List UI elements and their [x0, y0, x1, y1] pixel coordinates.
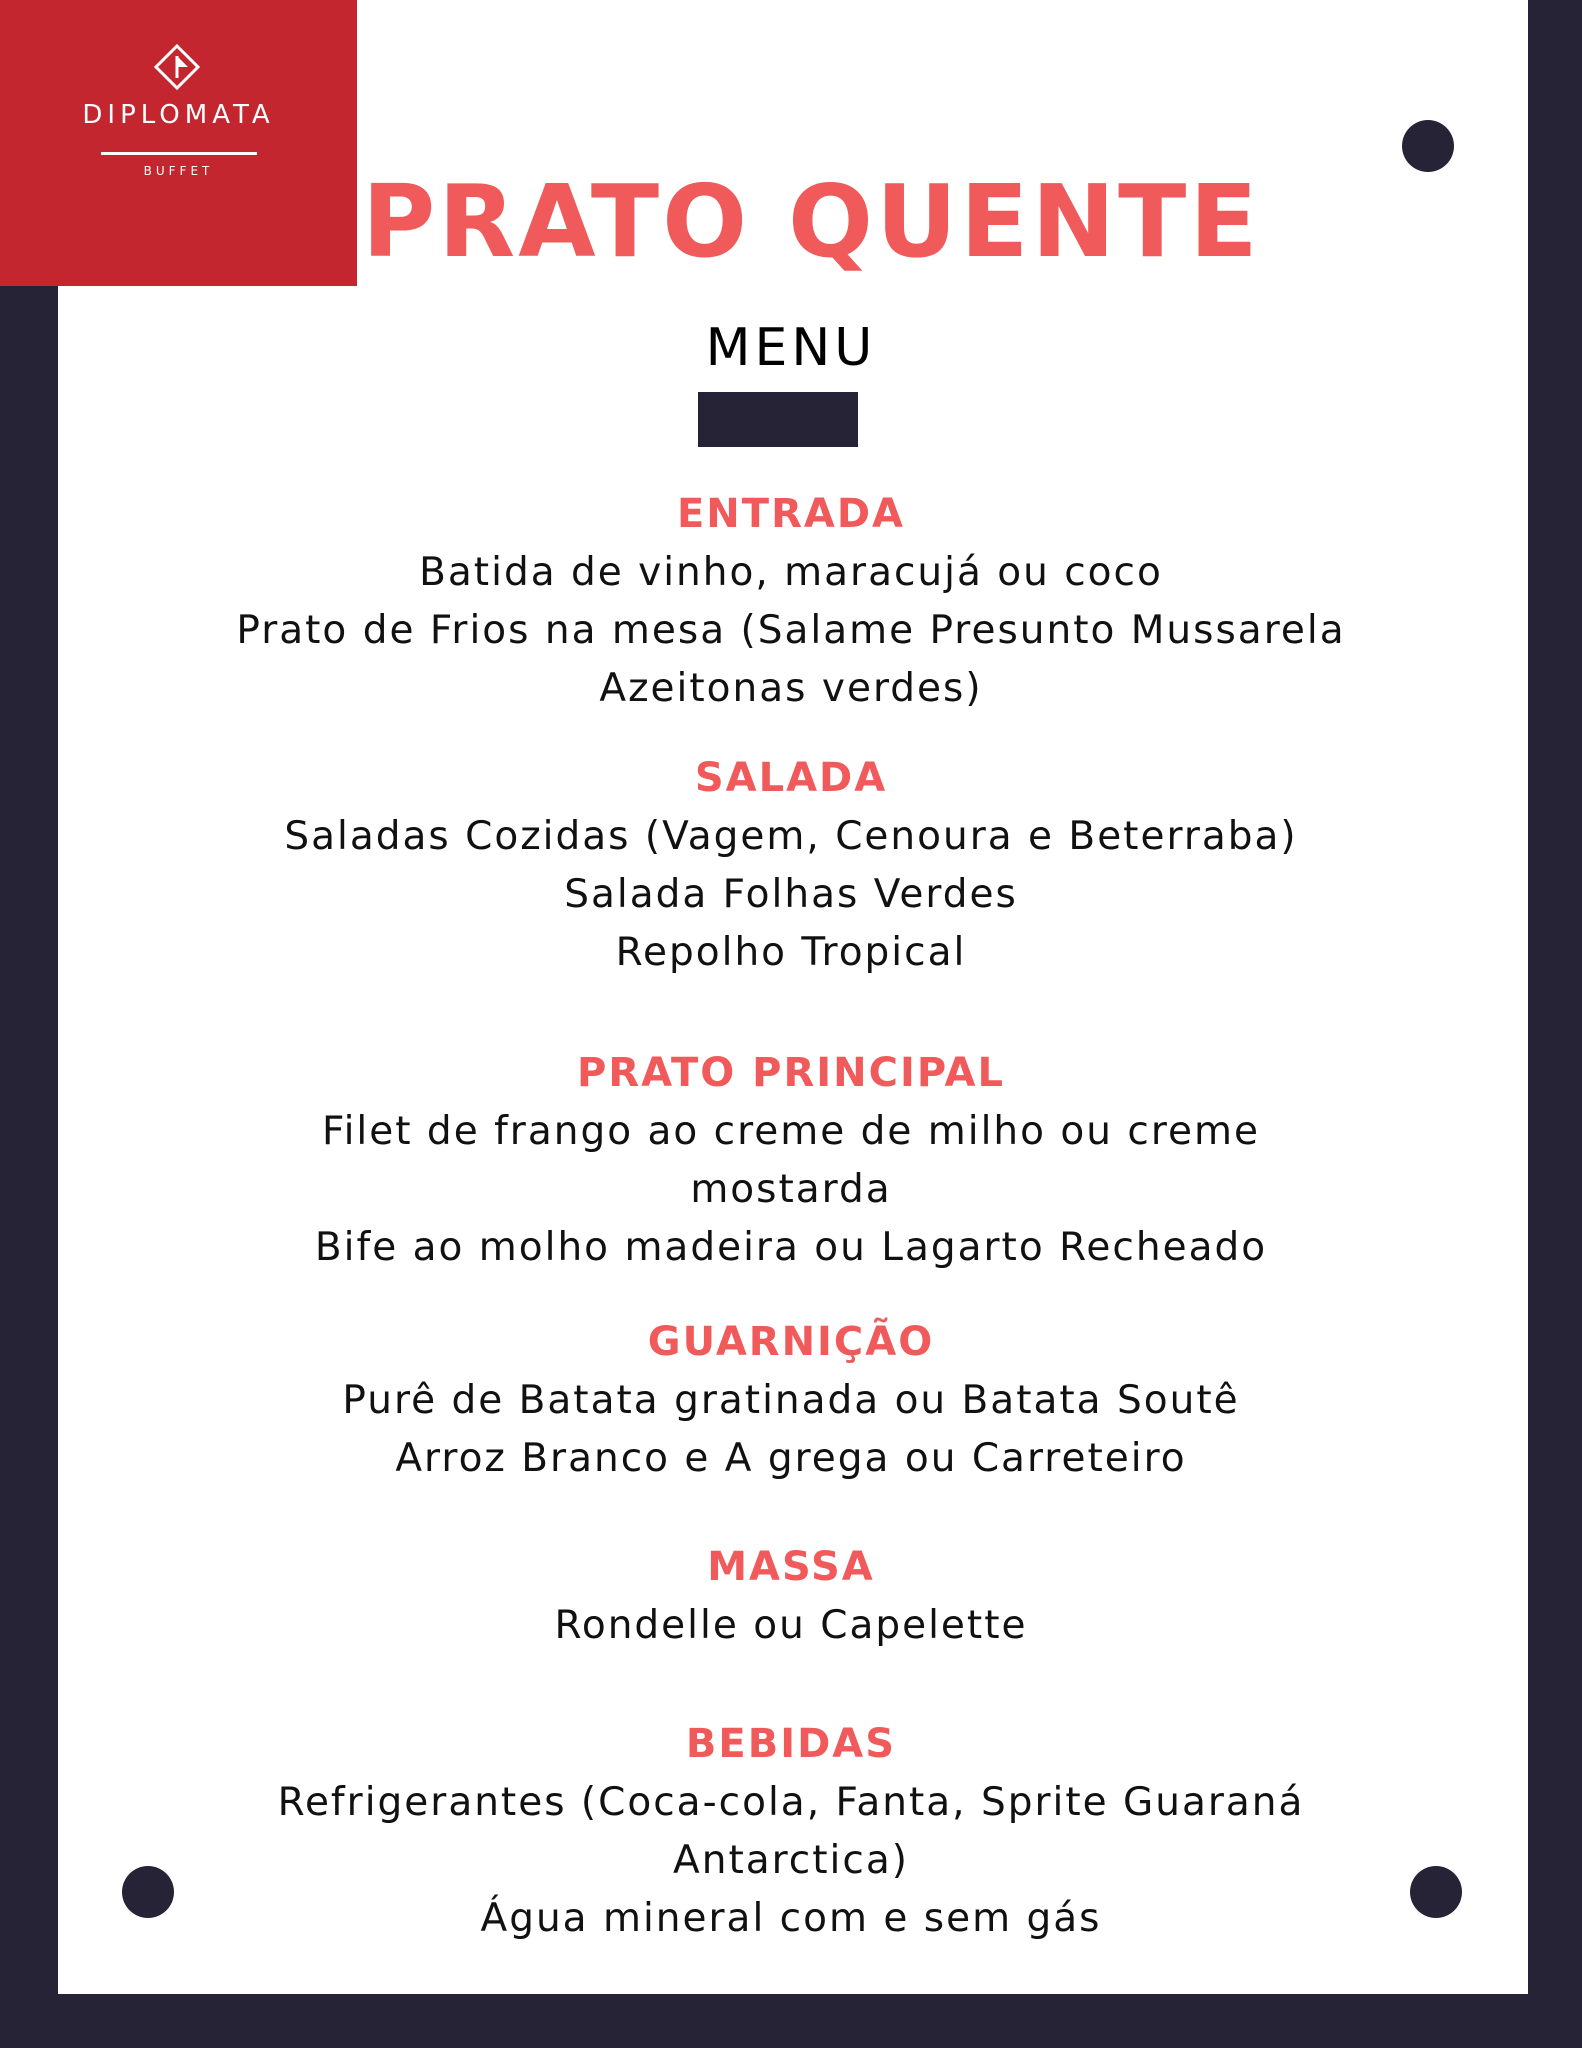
- title-divider-bar: [698, 392, 858, 447]
- menu-section-salada: [160, 748, 1422, 982]
- section-heading: MASSA: [707, 1544, 875, 1590]
- brand-divider: [101, 152, 257, 155]
- menu-line: Refrigerantes (Coca-cola, Fanta, Sprite Guaraná: [277, 1780, 1305, 1825]
- diamond-logo-icon: [154, 44, 200, 90]
- menu-line: Rondelle ou Capelette: [554, 1603, 1028, 1648]
- decorative-dot-top-right: [1402, 120, 1454, 172]
- brand-logo: [0, 0, 357, 286]
- menu-line: mostarda: [690, 1167, 892, 1212]
- menu-line: Purê de Batata gratinada ou Batata Soutê: [342, 1378, 1240, 1423]
- menu-line: Bife ao molho madeira ou Lagarto Recheado: [314, 1225, 1268, 1270]
- menu-line: Água mineral com e sem gás: [480, 1896, 1102, 1941]
- menu-section-bebidas: [160, 1714, 1422, 1948]
- menu-line: Batida de vinho, maracujá ou coco: [419, 550, 1163, 595]
- menu-section-entrada: [160, 484, 1422, 718]
- menu-card: [58, 0, 1528, 1994]
- menu-line: Saladas Cozidas (Vagem, Cenoura e Beterraba): [284, 814, 1298, 859]
- section-heading: ENTRADA: [676, 491, 905, 537]
- section-heading: PRATO PRINCIPAL: [577, 1050, 1005, 1096]
- menu-line: Salada Folhas Verdes: [564, 872, 1018, 917]
- page-title: PRATO QUENTE: [362, 163, 1261, 280]
- menu-line: Prato de Frios na mesa (Salame Presunto Mussarela: [236, 608, 1346, 653]
- menu-line: Azeitonas verdes): [599, 666, 983, 711]
- menu-line: Filet de frango ao creme de milho ou creme: [321, 1109, 1260, 1154]
- menu-section-massa: [160, 1537, 1422, 1655]
- menu-section-guarnicao: [160, 1312, 1422, 1488]
- section-heading: SALADA: [694, 755, 888, 801]
- page-subtitle: MENU: [705, 318, 877, 378]
- section-heading: BEBIDAS: [685, 1721, 897, 1767]
- menu-line: Antarctica): [673, 1838, 909, 1883]
- menu-line: Arroz Branco e A grega ou Carreteiro: [395, 1436, 1187, 1481]
- menu-section-prato-principal: [160, 1043, 1422, 1277]
- section-heading: GUARNIÇÃO: [647, 1319, 935, 1365]
- brand-name: DIPLOMATA: [82, 100, 275, 130]
- brand-subtitle: BUFFET: [143, 164, 214, 178]
- menu-line: Repolho Tropical: [615, 930, 967, 975]
